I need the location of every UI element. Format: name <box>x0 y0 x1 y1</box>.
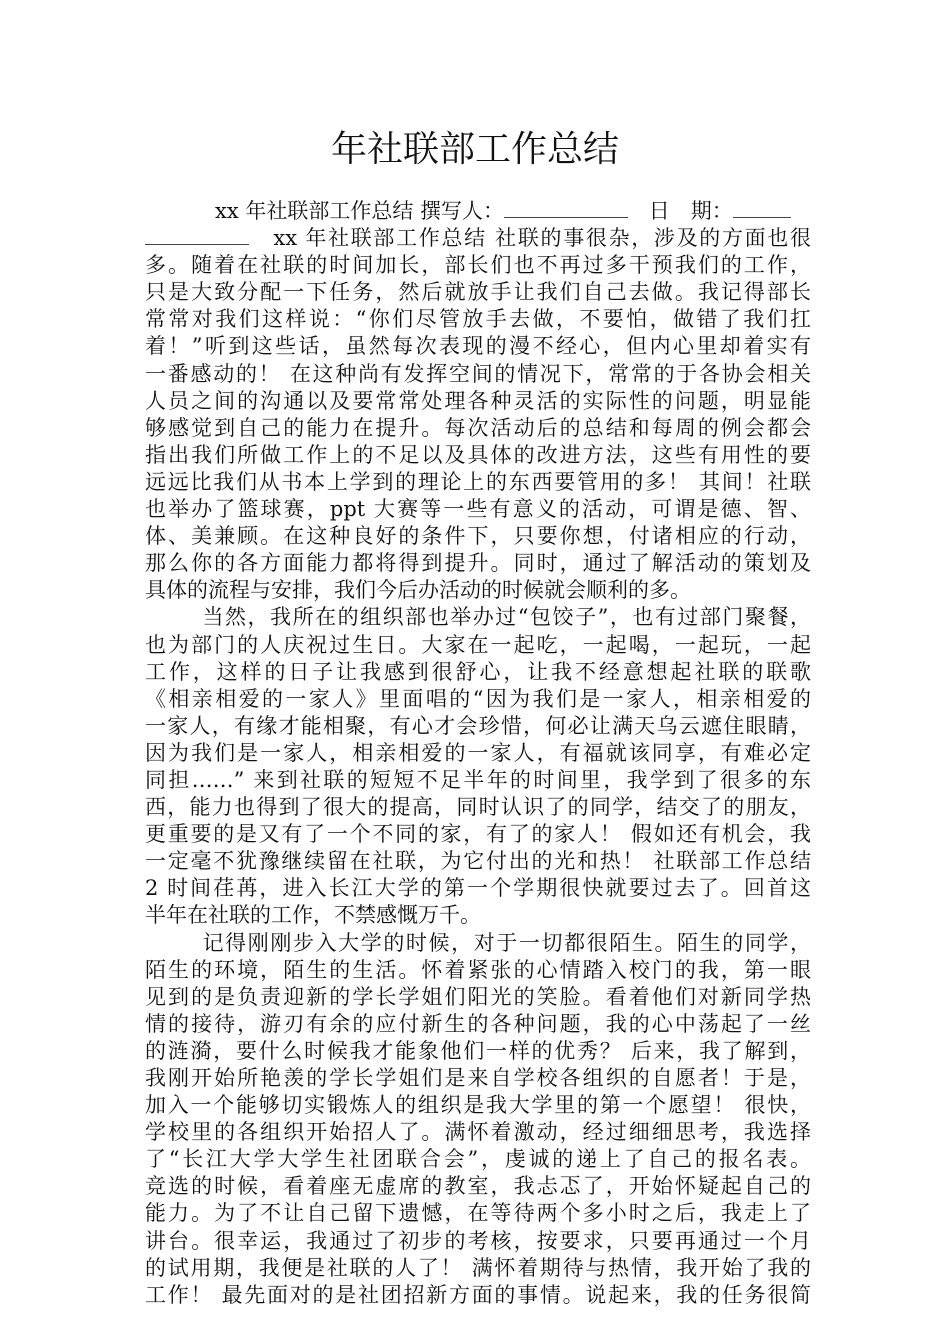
text-line <box>145 1119 811 1146</box>
text-line <box>145 659 811 686</box>
header-meta-text: xx 年社联部工作总结 撰写人： <box>215 199 505 223</box>
line-text: 我刚开始所艳羡的学长学姐们是来自学校各组织的自愿者！于是， <box>145 1066 811 1090</box>
text-line <box>145 632 811 659</box>
text-line <box>145 1092 811 1119</box>
date-blank-continued <box>145 226 249 245</box>
text-line <box>145 496 811 523</box>
text-line <box>145 1282 811 1309</box>
text-line <box>145 415 811 442</box>
line-text: 记得刚刚步入大学的时候，对于一切都很陌生。陌生的同学， <box>201 930 811 955</box>
line-text: 见到的是负责迎新的学长学姐们阳光的笑脸。看着他们对新同学热 <box>145 984 811 1009</box>
text-line <box>145 469 811 496</box>
line-text: 当然，我所在的组织部也举办过“包饺子”，也有过部门聚餐， <box>201 605 811 630</box>
text-line <box>145 1228 811 1255</box>
text-line <box>145 767 811 794</box>
line-text: 具体的流程与安排，我们今后办活动的时候就会顺利的多。 <box>145 578 691 603</box>
author-blank <box>504 199 628 218</box>
text-line <box>145 333 811 360</box>
line-text: 工作，这样的日子让我感到很舒心，让我不经意想起社联的联歌 <box>145 659 811 684</box>
line-text: 体、美兼顾。在这种良好的条件下，只要你想，付诸相应的行动， <box>145 524 811 549</box>
text-line <box>145 550 811 577</box>
text-line <box>145 902 811 929</box>
line-text: 那么你的各方面能力都将得到提升。同时，通过了解活动的策划及 <box>145 551 811 576</box>
text-line <box>145 1200 811 1227</box>
line-text: 学校里的各组织开始招人了。满怀着激动，经过细细思考，我选择 <box>145 1120 811 1145</box>
line-text: 讲台。很幸运，我通过了初步的考核，按要求，只要再通过一个月 <box>145 1228 811 1253</box>
text-line <box>145 523 811 550</box>
text-line <box>145 361 811 388</box>
text-line <box>145 686 811 713</box>
line-text: 常常对我们这样说：“你们尽管放手去做，不要怕，做错了我们扛 <box>145 307 811 332</box>
text-line <box>145 957 811 984</box>
line-text: 人员之间的沟通以及要常常处理各种灵活的实际性的问题，明显能 <box>145 388 811 413</box>
line-text: 《相亲相爱的一家人》里面唱的“因为我们是一家人，相亲相爱的 <box>145 686 811 711</box>
line-text: 只是大致分配一下任务，然后就放手让我们自己去做。我记得部长 <box>145 280 811 305</box>
line-text: 更重要的是又有了一个不同的家，有了的家人！ 假如还有机会，我 <box>145 822 811 847</box>
text-line <box>145 713 811 740</box>
text-line <box>145 388 811 415</box>
line-text: 的涟漪，要什么时候我才能象他们一样的优秀？ 后来，我了解到， <box>145 1038 811 1063</box>
line-text: 同担……” 来到社联的短短不足半年的时间里，我学到了很多的东 <box>145 767 811 792</box>
text-line <box>145 442 811 469</box>
line-text: 一家人，有缘才能相聚，有心才会珍惜，何必让满天乌云遮住眼睛， <box>145 713 811 738</box>
line-text: 一定毫不犹豫继续留在社联，为它付出的光和热！ 社联部工作总结 <box>145 849 811 874</box>
text-line <box>145 252 811 279</box>
text-line <box>145 984 811 1011</box>
document-body <box>145 198 811 1309</box>
text-line <box>145 198 811 225</box>
date-blank <box>733 199 791 218</box>
line-text: 半年在社联的工作，不禁感慨万千。 <box>145 903 481 928</box>
line-text: 远远比我们从书本上学到的理论上的东西要管用的多！ 其间！社联 <box>145 469 811 494</box>
line-text: 工作！ 最先面对的是社团招新方面的事情。说起来，我的任务很简 <box>145 1282 811 1307</box>
line-text: 多。随着在社联的时间加长，部长们也不再过多干预我们的工作， <box>145 253 811 278</box>
text-line <box>145 930 811 957</box>
document-title: 年社联部工作总结 <box>330 129 619 170</box>
line-text: 陌生的环境，陌生的生活。怀着紧张的心情踏入校门的我，第一眼 <box>145 957 811 982</box>
text-line <box>145 875 811 902</box>
line-text: 指出我们所做工作上的不足以及具体的改进方法，这些有用性的要 <box>145 442 811 467</box>
line-text: 着！”听到这些话，虽然每次表现的漫不经心，但内心里却着实有 <box>145 334 811 359</box>
line-text: 2 时间荏苒，进入长江大学的第一个学期很快就要过去了。回首这 <box>145 876 811 901</box>
text-line <box>145 225 811 252</box>
text-line <box>145 279 811 306</box>
text-line <box>145 1255 811 1282</box>
text-line <box>145 604 811 631</box>
line-text: 够感觉到自己的能力在提升。每次活动后的总结和每周的例会都会 <box>145 415 811 440</box>
line-text: 的试用期，我便是社联的人了！ 满怀着期待与热情，我开始了我的 <box>145 1255 811 1280</box>
text-line <box>145 1011 811 1038</box>
line-text: 一番感动的！ 在这种尚有发挥空间的情况下，常常的于各协会相关 <box>145 361 811 386</box>
text-line <box>145 1173 811 1200</box>
line-text: 能力。为了不让自己留下遗憾，在等待两个多小时之后，我走上了 <box>145 1201 811 1226</box>
text-line <box>145 794 811 821</box>
line-text: 了“长江大学大学生社团联合会”，虔诚的递上了自己的报名表。 <box>145 1147 811 1172</box>
line-text: 加入一个能够切实锻炼人的组织是我大学里的第一个愿望！ 很快， <box>145 1093 811 1118</box>
text-line <box>145 577 811 604</box>
line-text: xx 年社联部工作总结 社联的事很杂，涉及的方面也很 <box>249 226 811 251</box>
text-line <box>145 740 811 767</box>
date-label: 日 期： <box>642 199 733 223</box>
text-line <box>145 1065 811 1092</box>
line-text: 因为我们是一家人，相亲相爱的一家人，有福就该同享，有难必定 <box>145 740 811 765</box>
line-text: 也举办了篮球赛，ppt 大赛等一些有意义的活动，可谓是德、智、 <box>145 497 811 522</box>
line-text: 也为部门的人庆祝过生日。大家在一起吃，一起喝，一起玩，一起 <box>145 632 811 657</box>
text-line <box>145 821 811 848</box>
text-line <box>145 306 811 333</box>
line-text: 竞选的时候，看着座无虚席的教室，我忐忑了，开始怀疑起自己的 <box>145 1174 811 1199</box>
line-text: 情的接待，游刃有余的应付新生的各种问题，我的心中荡起了一丝 <box>145 1011 811 1036</box>
text-line <box>145 848 811 875</box>
line-text: 西，能力也得到了很大的提高，同时认识了的同学，结交了的朋友， <box>145 795 811 820</box>
text-line <box>145 1146 811 1173</box>
text-line <box>145 1038 811 1065</box>
